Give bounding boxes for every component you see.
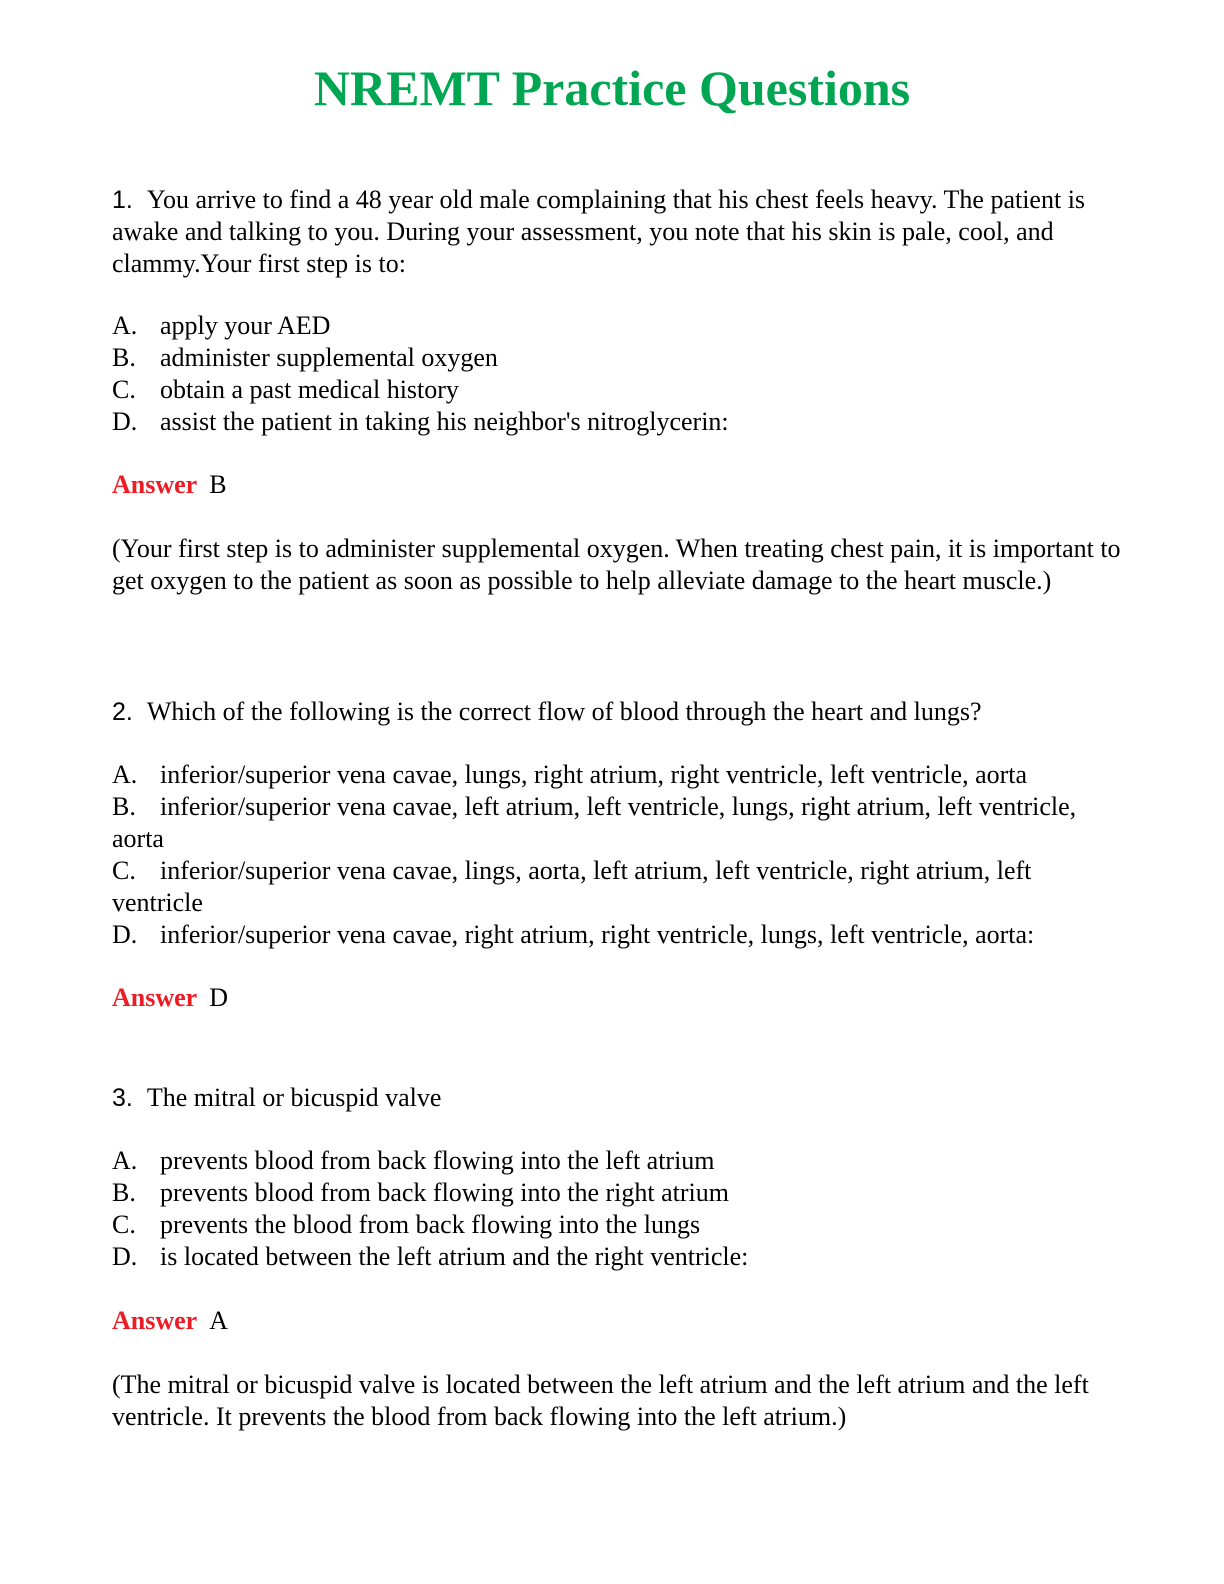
- option-d: [112, 406, 1122, 438]
- option-letter: B.: [112, 792, 136, 821]
- answer-label: Answer: [112, 1306, 198, 1335]
- page-title: NREMT Practice Questions: [313, 60, 911, 116]
- option-letter: D.: [112, 920, 138, 949]
- explanation-3: (The mitral or bicuspid valve is located between the left atrium and the left atrium and the left ventricle. It prevents the blood from back flowing into the left atrium.): [112, 1370, 1089, 1431]
- answer-label: Answer: [112, 470, 198, 499]
- option-letter: A.: [112, 311, 138, 340]
- option-text: obtain a past medical history: [160, 375, 459, 404]
- option-b: [112, 342, 1122, 374]
- answer-label: Answer: [112, 983, 198, 1012]
- answer-1: [112, 469, 1122, 501]
- option-text: prevents blood from back flowing into the left atrium: [160, 1146, 715, 1175]
- option-text: inferior/superior vena cavae, right atrium, right ventricle, lungs, left ventricle, aorta:: [160, 920, 1035, 949]
- question-2: [112, 696, 1122, 728]
- option-text: inferior/superior vena cavae, lings, aorta, left atrium, left ventricle, right atrium, left ventricle: [112, 856, 1032, 917]
- question-number: 2.: [112, 698, 133, 726]
- question-text: Which of the following is the correct flow of blood through the heart and lungs?: [146, 697, 982, 726]
- option-text: assist the patient in taking his neighbor's nitroglycerin:: [160, 407, 729, 436]
- option-text: apply your AED: [160, 311, 331, 340]
- option-b: [112, 791, 1122, 855]
- option-a: [112, 310, 1122, 342]
- option-d: [112, 919, 1122, 951]
- answer-value: D: [209, 983, 228, 1012]
- question-number: 1.: [112, 186, 133, 214]
- question-3-options: [112, 1145, 1122, 1273]
- option-text: prevents blood from back flowing into the right atrium: [160, 1178, 729, 1207]
- option-b: [112, 1177, 1122, 1209]
- option-c: [112, 855, 1122, 919]
- answer-value: B: [209, 470, 227, 499]
- option-letter: C.: [112, 375, 136, 404]
- option-d: [112, 1241, 1122, 1273]
- option-c: [112, 374, 1122, 406]
- option-letter: C.: [112, 1210, 136, 1239]
- answer-3: [112, 1305, 1122, 1337]
- question-text: You arrive to find a 48 year old male complaining that his chest feels heavy. The patient is awake and talking to you. During your assessment, you note that his skin is pale, cool, and clammy.Your first step is to:: [112, 185, 1086, 278]
- option-letter: A.: [112, 760, 138, 789]
- option-text: inferior/superior vena cavae, lungs, right atrium, right ventricle, left ventricle, aorta: [160, 760, 1028, 789]
- answer-2: [112, 982, 1122, 1014]
- question-1: [112, 184, 1122, 280]
- option-letter: C.: [112, 856, 136, 885]
- option-letter: D.: [112, 407, 138, 436]
- option-letter: A.: [112, 1146, 138, 1175]
- answer-value: A: [209, 1306, 228, 1335]
- question-3: [112, 1082, 1122, 1114]
- option-letter: D.: [112, 1242, 138, 1271]
- question-1-options: [112, 310, 1122, 438]
- question-2-options: [112, 759, 1122, 951]
- question-text: The mitral or bicuspid valve: [146, 1083, 442, 1112]
- explanation-1: (Your first step is to administer supplemental oxygen. When treating chest pain, it is important to get oxygen to the patient as soon as possible to help alleviate damage to the heart muscle.): [112, 534, 1121, 595]
- option-letter: B.: [112, 1178, 136, 1207]
- option-text: inferior/superior vena cavae, left atrium, left ventricle, lungs, right atrium, left ventricle, aorta: [112, 792, 1077, 853]
- option-c: [112, 1209, 1122, 1241]
- option-text: administer supplemental oxygen: [160, 343, 498, 372]
- option-text: prevents the blood from back flowing into the lungs: [160, 1210, 701, 1239]
- option-text: is located between the left atrium and the right ventricle:: [160, 1242, 749, 1271]
- option-letter: B.: [112, 343, 136, 372]
- question-number: 3.: [112, 1084, 133, 1112]
- option-a: [112, 759, 1122, 791]
- option-a: [112, 1145, 1122, 1177]
